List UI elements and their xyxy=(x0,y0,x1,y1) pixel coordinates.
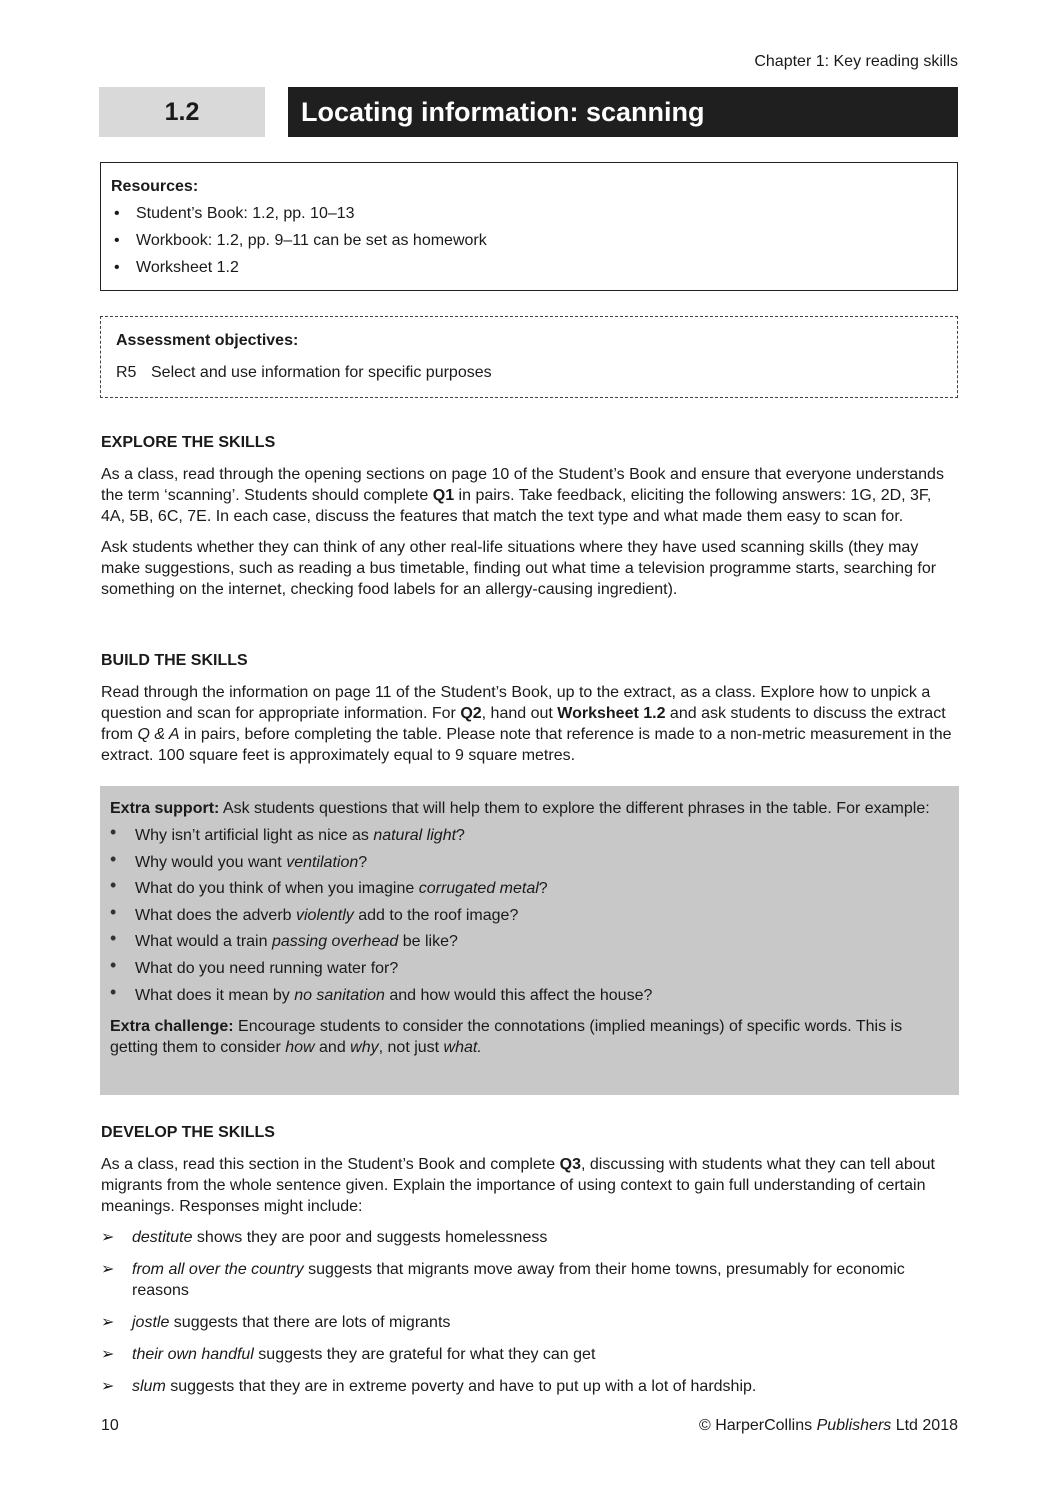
list-item: ➢ from all over the country suggests that migrants move away from their home towns, presumably for economic reasons xyxy=(101,1261,905,1299)
list-item: • Worksheet 1.2 xyxy=(114,259,239,276)
list-item: • Workbook: 1.2, pp. 9–11 can be set as homework xyxy=(114,232,487,249)
develop-heading: DEVELOP THE SKILLS xyxy=(101,1124,275,1141)
list-item: ➢ jostle suggests that there are lots of migrants xyxy=(101,1314,451,1331)
list-item: • What do you think of when you imagine corrugated metal? xyxy=(110,875,548,898)
list-item: • Student’s Book: 1.2, pp. 10–13 xyxy=(114,205,355,222)
assessment-objectives-box xyxy=(100,316,958,398)
resources-list xyxy=(111,203,947,278)
page-number: 10 xyxy=(101,1417,119,1434)
bullet-icon: • xyxy=(110,848,117,869)
list-item: • Why isn’t artificial light as nice as natural light? xyxy=(110,822,465,844)
explore-paragraph-2: Ask students whether they can think of any other real-life situations where they have used scanning skills (they may make suggestions, such as reading a bus timetable, finding out what time a television programme starts, searching for something on the internet, checking food labels for an allergy-causing ingredient). xyxy=(101,539,937,598)
list-item: • What would a train passing overhead be like? xyxy=(110,928,458,951)
bullet-icon: • xyxy=(110,954,117,975)
arrow-bullet-icon: ➢ xyxy=(101,1346,115,1363)
list-item: ➢ slum suggests that they are in extreme poverty and have to put up with a lot of hardship. xyxy=(101,1378,757,1395)
section-number: 1.2 xyxy=(99,87,265,137)
bullet-icon: • xyxy=(114,259,120,276)
build-paragraph-1: Read through the information on page 11 of the Student’s Book, up to the extract, as a class. Explore how to unpick a question and scan for appropriate information. For Q2, hand out Worksheet 1.2 and ask students to discuss the extract from Q & A in pairs, before completing the table. Please note that reference is made to a non-metric measurement in the extract. 100 square feet is approximately equal to 9 square metres. xyxy=(101,684,952,764)
objective-text: Select and use information for specific purposes xyxy=(151,364,492,381)
bullet-icon: • xyxy=(110,928,117,949)
develop-paragraph-1: As a class, read this section in the Student’s Book and complete Q3, discussing with students what they can tell about migrants from the whole sentence given. Explain the importance of using context to gain full understanding of certain meanings. Responses might include: xyxy=(101,1156,935,1215)
explore-section xyxy=(101,432,959,610)
extra-challenge-text: Extra challenge: Encourage students to consider the connotations (implied meanings) of specific words. This is getting them to consider how and why, not just what. xyxy=(110,1018,903,1057)
objective-row xyxy=(116,362,942,383)
list-item: • What does the adverb violently add to the roof image? xyxy=(110,901,519,924)
bullet-icon: • xyxy=(110,822,117,842)
bullet-icon: • xyxy=(110,901,117,922)
arrow-bullet-icon: ➢ xyxy=(101,1378,115,1395)
develop-section xyxy=(101,1122,959,1408)
section-title: Locating information: scanning xyxy=(288,87,958,137)
explore-heading: EXPLORE THE SKILLS xyxy=(101,434,276,451)
objectives-heading: Assessment objectives: xyxy=(116,332,299,349)
list-item: • What does it mean by no sanitation and how would this affect the house? xyxy=(110,981,653,1004)
extra-support-box xyxy=(100,786,959,1095)
bullet-icon: • xyxy=(114,232,120,249)
bullet-icon: • xyxy=(110,875,117,896)
arrow-bullet-icon: ➢ xyxy=(101,1261,115,1278)
resources-box xyxy=(100,162,958,291)
bullet-icon: • xyxy=(110,981,117,1002)
bullet-icon: • xyxy=(114,205,120,222)
copyright: © HarperCollins Publishers Ltd 2018 xyxy=(698,1417,958,1434)
list-item: • What do you need running water for? xyxy=(110,954,399,977)
build-section xyxy=(101,650,959,776)
list-item: • Why would you want ventilation? xyxy=(110,848,368,871)
objective-code: R5 xyxy=(116,364,137,381)
build-heading: BUILD THE SKILLS xyxy=(101,652,248,669)
chapter-header: Chapter 1: Key reading skills xyxy=(754,53,958,70)
resources-heading: Resources: xyxy=(111,178,199,195)
responses-list xyxy=(101,1227,959,1397)
list-item: ➢ their own handful suggests they are grateful for what they can get xyxy=(101,1346,596,1363)
arrow-bullet-icon: ➢ xyxy=(101,1229,115,1246)
support-questions-list xyxy=(110,822,949,1011)
explore-paragraph-1: As a class, read through the opening sections on page 10 of the Student’s Book and ensure that everyone understands the term ‘scanning’. Students should complete Q1 in pairs. Take feedback, eliciting the following answers: 1G, 2D, 3F, 4A, 5B, 6C, 7E. In each case, discuss the features that match the text type and what made them easy to scan for. xyxy=(101,466,944,525)
arrow-bullet-icon: ➢ xyxy=(101,1314,115,1331)
list-item: ➢ destitute shows they are poor and suggests homelessness xyxy=(101,1229,548,1246)
extra-support-text: Extra support: Ask students questions that will help them to explore the different phrases in the table. For example: xyxy=(110,800,930,817)
